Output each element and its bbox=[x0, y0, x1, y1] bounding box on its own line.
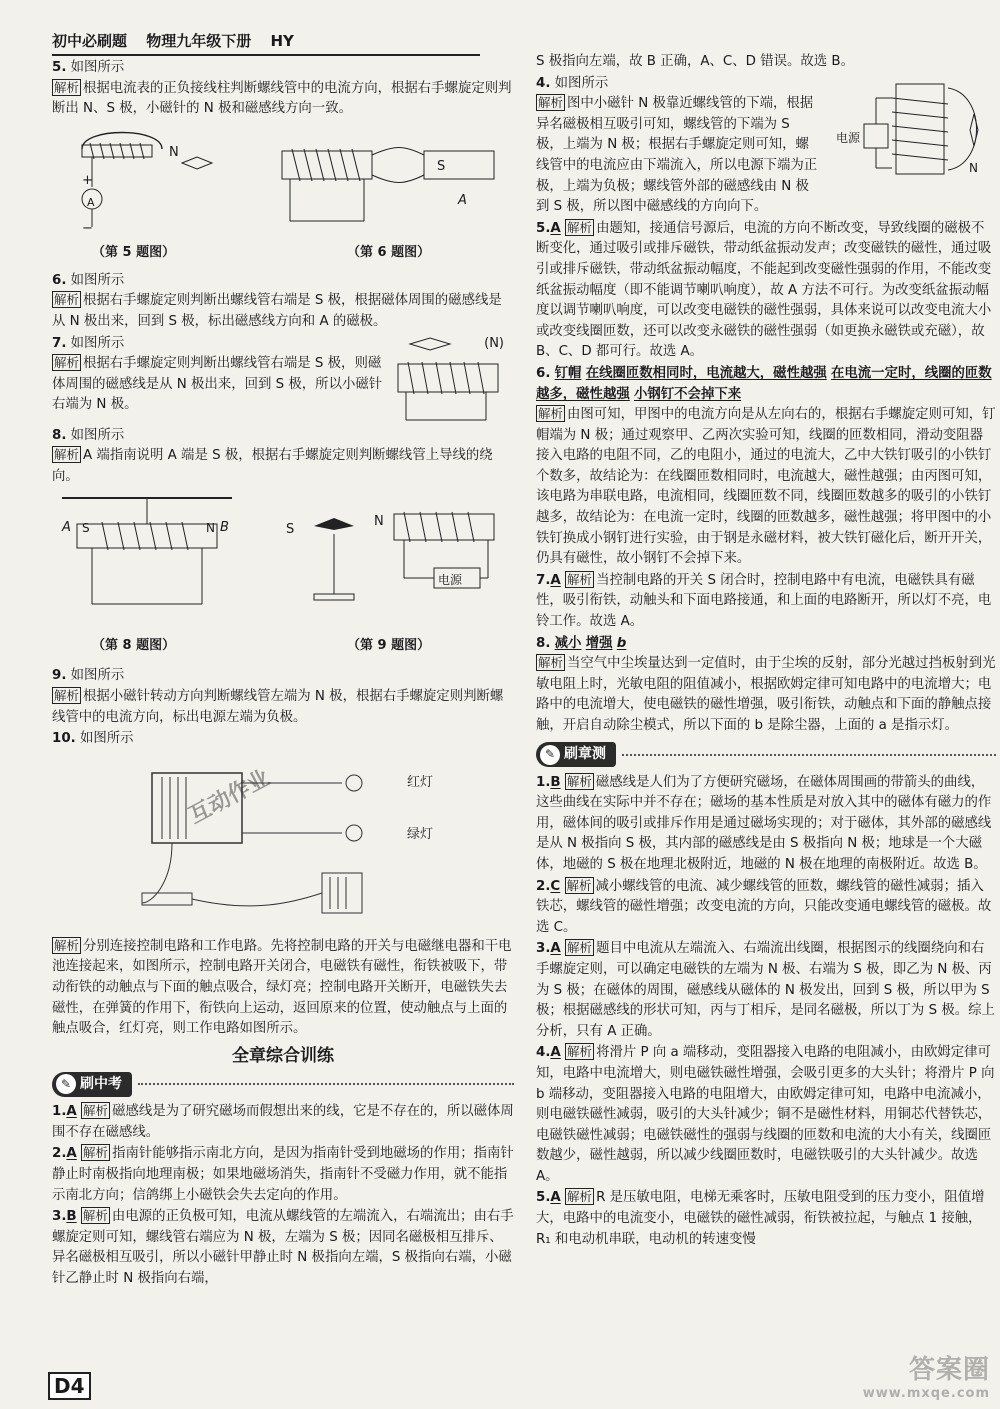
r-q8: 8. 减小 增强 b 解析 当空气中尘埃量达到一定值时，由于尘埃的反射，部分光越过挡板射到光敏电阻上时，光敏电阻的阻值减小，根据欧姆定律可知电路中的电流增大；电路中的电流增大，使电磁铁的磁性增强，吸引衔铁，动触点和下面的静触点接触，开启自动除尘模式，所以下面的 b 是除尘器，上面的 a 是指示灯。 bbox=[536, 635, 996, 733]
q8: 8. 如图所示 解析 A 端指南说明 A 端是 S 极，根据右手螺旋定则判断螺线管上导线的绕向。 bbox=[52, 427, 493, 484]
pen-icon: ✎ bbox=[540, 745, 560, 765]
q10-analysis: 解析 分别连接控制电路和工作电路。先将控制电路的开关与电磁继电器和干电池连接起来，如图所示，控制电路开关闭合，电磁铁有磁性，衔铁被吸下，带动衔铁的动触点与下面的触点吸合，绿灯亮；控制电路开关断开，电磁铁失去磁性，在弹簧的作用下，衔铁向上运动，返回原来的位置，使动触点与上面的触点吸合，红灯亮，则工作电路如图所示。 bbox=[52, 937, 512, 1037]
r-q5: 5.A 解析 由题知，接通信号源后，电流的方向不断改变，导致线圈的磁极不断变化，通过吸引或排斥磁铁，带动纸盆振动发声；改变磁铁的磁性，通过吸引或排斥磁铁，带动纸盆振动幅度，不能起到改变磁性强弱的作用，不能改变纸盆振动幅度（即不能调节喇叭响度），故 A 方法不可行。为改变纸盆振动幅度以调节喇叭响度，可以改变电磁铁的磁性强弱，具体来说可以改变电流大小或改变线圈匝数，还可以改变永磁铁的磁性强弱（如更换永磁铁或充磁），故 B、C、D 都可行。故选 A。 bbox=[536, 219, 992, 360]
red-light-label: 红灯 bbox=[407, 774, 434, 790]
exam-q1: 1.A 解析 磁感线是为了研究磁场而假想出来的线，它是不存在的，所以磁体周围不存在磁感线。 bbox=[52, 1103, 514, 1140]
q6: 6. 如图所示 解析 根据右手螺旋定则判断出螺线管右端是 S 极，根据磁体周围的磁感线是从 N 极出来，回到 S 极，标出磁感线方向和 A 的磁极。 bbox=[52, 272, 502, 329]
watermark-logo: 答案圈 www.mxqe.com bbox=[862, 1355, 990, 1401]
figures-5-6: N A + − S A （第 5 题图） （第 6 题图） bbox=[52, 121, 514, 271]
r-q4: 电源 N 4. 如图所示 解析 图中小磁针 N 极靠近螺线管的下端，根据异名磁极相互吸引可知，螺线管的下端为 S 极，上端为 N 极；根据右手螺旋定则可知，螺线管中的电流应由下端流入，所以电源下端为正极，上端为负极；螺线管外部的磁感线由 N 极到 S 极，所以图中磁感线的方向向下。 bbox=[536, 74, 996, 218]
exam-q2: 2.A 解析 指南针能够指示南北方向，是因为指南针受到地磁场的作用；指南针静止时南极指向地理南极；如果地磁场消失，指南针不受磁力作用，就不能指示南北方向；信鸽绑上小磁铁会失去定向的作用。 bbox=[52, 1145, 514, 1203]
header-subject: 物理九年级下册 bbox=[146, 32, 252, 50]
left-column bbox=[52, 58, 514, 1291]
exam-badge: ✎ 刷中考 bbox=[52, 1070, 514, 1098]
fig6-diagram bbox=[274, 141, 504, 241]
analysis-tag: 解析 bbox=[54, 79, 80, 95]
fig9-caption: （第 9 题图） bbox=[347, 638, 431, 654]
exam-q3: 3.B 解析 由电源的正负极可知，电流从螺线管的左端流入，右端流出；由右手螺旋定则可知，螺线管右端应为 N 极，左端为 S 极；因同名磁极相互排斥、异名磁极相互吸引，所以小磁针甲静止时 N 极指向左端，S 极指向右端，小磁针乙静止时 N 极指向右端， bbox=[52, 1208, 514, 1287]
fig5-caption: （第 5 题图） bbox=[92, 244, 176, 260]
fig6-caption: （第 6 题图） bbox=[347, 244, 431, 260]
fig8-caption: （第 8 题图） bbox=[92, 638, 176, 654]
fig8-diagram bbox=[62, 494, 232, 624]
continued-text: S 极指向左端，故 B 正确，A、C、D 错误。故选 B。 bbox=[536, 54, 855, 69]
figures-8-9: A S N B S N 电源 （第 8 题图） （第 9 题图） bbox=[52, 488, 514, 666]
q9: 9. 如图所示 解析 根据小磁针转动方向判断螺线管左端为 N 极，根据右手螺旋定则判断螺线管中的电流方向，标出电源左端为负极。 bbox=[52, 668, 504, 725]
q5: 5. 如图所示 解析 根据电流表的正负接线柱判断螺线管中的电流方向，根据右手螺旋定则判断出 N、S 极，小磁针的 N 极和磁感线方向一致。 bbox=[52, 60, 512, 117]
page-header bbox=[52, 30, 480, 56]
r-q6: 6. 钉帽 在线圈匝数相同时，电流越大，磁性越强 在电流一定时，线圈的匝数越多，磁性越强 小钢钉不会掉下来 解析 由图可知，甲图中的电流方向是从左向右的，根据右手螺旋定则可知，钉帽端为 N 极；通过观察甲、乙两次实验可知，线圈的匝数相同，滑动变阻器接入电路的电阻不同，乙的电阻小，通过的电流大，乙中大铁钉吸引的小铁钉个数多，故结论为：在线圈匝数相同时，电流越大，磁性越强；由丙图可知，该电路为串联电路，电流相同，线圈匝数不同，线圈匝数越多的吸引的小铁钉越多，故结论为：在电流一定时，线圈的匝数越多，磁性越强；将甲图中的小铁钉换成小钢钉进行实验，由于钢是永磁材料，被大铁钉磁化后，断开开关，仍具有磁性，故小钢钉不会掉下来。 bbox=[536, 365, 996, 567]
chapter-q4: 4.A 解析 将滑片 P 向 a 端移动，变阻器接入电路的电阻减小，由欧姆定律可知，电路中电流增大，则电磁铁磁性增强，会吸引更多的大头针；将滑片 P 向 b 端移动，变阻器接入电路的电阻增大，由欧姆定律可知，电路中电流减小，则电磁铁磁性减弱，吸引的大头针减少；铜不是磁性材料，用铜芯代替铁芯，电磁铁磁性减弱；电磁铁磁性的强弱与线圈的匝数和电流的大小有关，线圈匝数越少，磁性越弱，所以减少线圈匝数时，电磁铁吸引的大头针减少。故选 A。 bbox=[536, 1044, 995, 1184]
green-light-label: 绿灯 bbox=[407, 826, 434, 842]
header-edition: HY bbox=[270, 32, 294, 50]
page-number: D4 bbox=[48, 1372, 91, 1400]
right-column bbox=[536, 52, 996, 1251]
q10: 10. 如图所示 bbox=[52, 731, 134, 747]
r-q7: 7.A 解析 当控制电路的开关 S 闭合时，控制电路中有电流，电磁铁具有磁性，吸引衔铁，动触头和下面电路接通，和上面的电路断开，所以灯不亮，电铃工作。故选 A。 bbox=[536, 571, 992, 630]
chapter-badge: ✎ 刷章测 bbox=[536, 741, 996, 769]
chapter-q3: 3.A 解析 题目中电流从左端流入、右端流出线圈，根据图示的线圈绕向和右手螺旋定则，可以确定电磁铁的左端为 N 极、右端为 S 极，即乙为 N 极、丙为 S 极；在磁体的周围，磁感线从磁体的 N 极发出，回到 S 极，所以甲为 S 极；根据磁感线的形状可知，丙与丁相斥，是同名磁极，所以丁为 S 极。综上分析，只有 A 正确。 bbox=[536, 940, 995, 1039]
chapter-q1: 1.B 解析 磁感线是人们为了方便研究磁场，在磁体周围画的带箭头的曲线，这些曲线在实际中并不存在；磁场的基本性质是对放入其中的磁体有磁力的作用，磁体间的吸引或排斥作用是通过磁场实现的；对于磁体，其外部的磁感线是从 N 极指向 S 极，其内部的磁感线是由 S 极指向 N 极；地球是一个大磁体，地磁的 S 极在地理北极附近，地磁的 N 极在地理的南极附近。故选 B。 bbox=[536, 773, 992, 872]
watermark-stamp: 互动作业 bbox=[184, 765, 275, 829]
header-series: 初中必刷题 bbox=[52, 32, 128, 50]
q7: (N) 7. 如图所示 解析 根据右手螺旋定则判断出螺线管右端是 S 极，则磁体周围的磁感线是从 N 极出来，回到 S 极，所以小磁针右端为 N 极。 bbox=[52, 334, 514, 416]
fig9-diagram bbox=[284, 494, 504, 624]
chapter-q5: 5.A 解析 R 是压敏电阻，电梯无乘客时，压敏电阻受到的压力变小，阻值增大，电路中的电流变小，电磁铁的磁性减弱，衔铁被拉起，与触点 1 接触，R₁ 和电动机串联，电动机的转速变慢 bbox=[536, 1189, 985, 1247]
section-title: 全章综合训练 bbox=[232, 1045, 334, 1066]
pen-icon: ✎ bbox=[56, 1074, 76, 1094]
chapter-q2: 2.C 解析 减小螺线管的电流、减少螺线管的匝数，螺线管的磁性减弱；插入铁芯，螺线管的磁性增强；改变电流的方向，只能改变通电螺线管的磁极。故选 C。 bbox=[536, 877, 992, 935]
